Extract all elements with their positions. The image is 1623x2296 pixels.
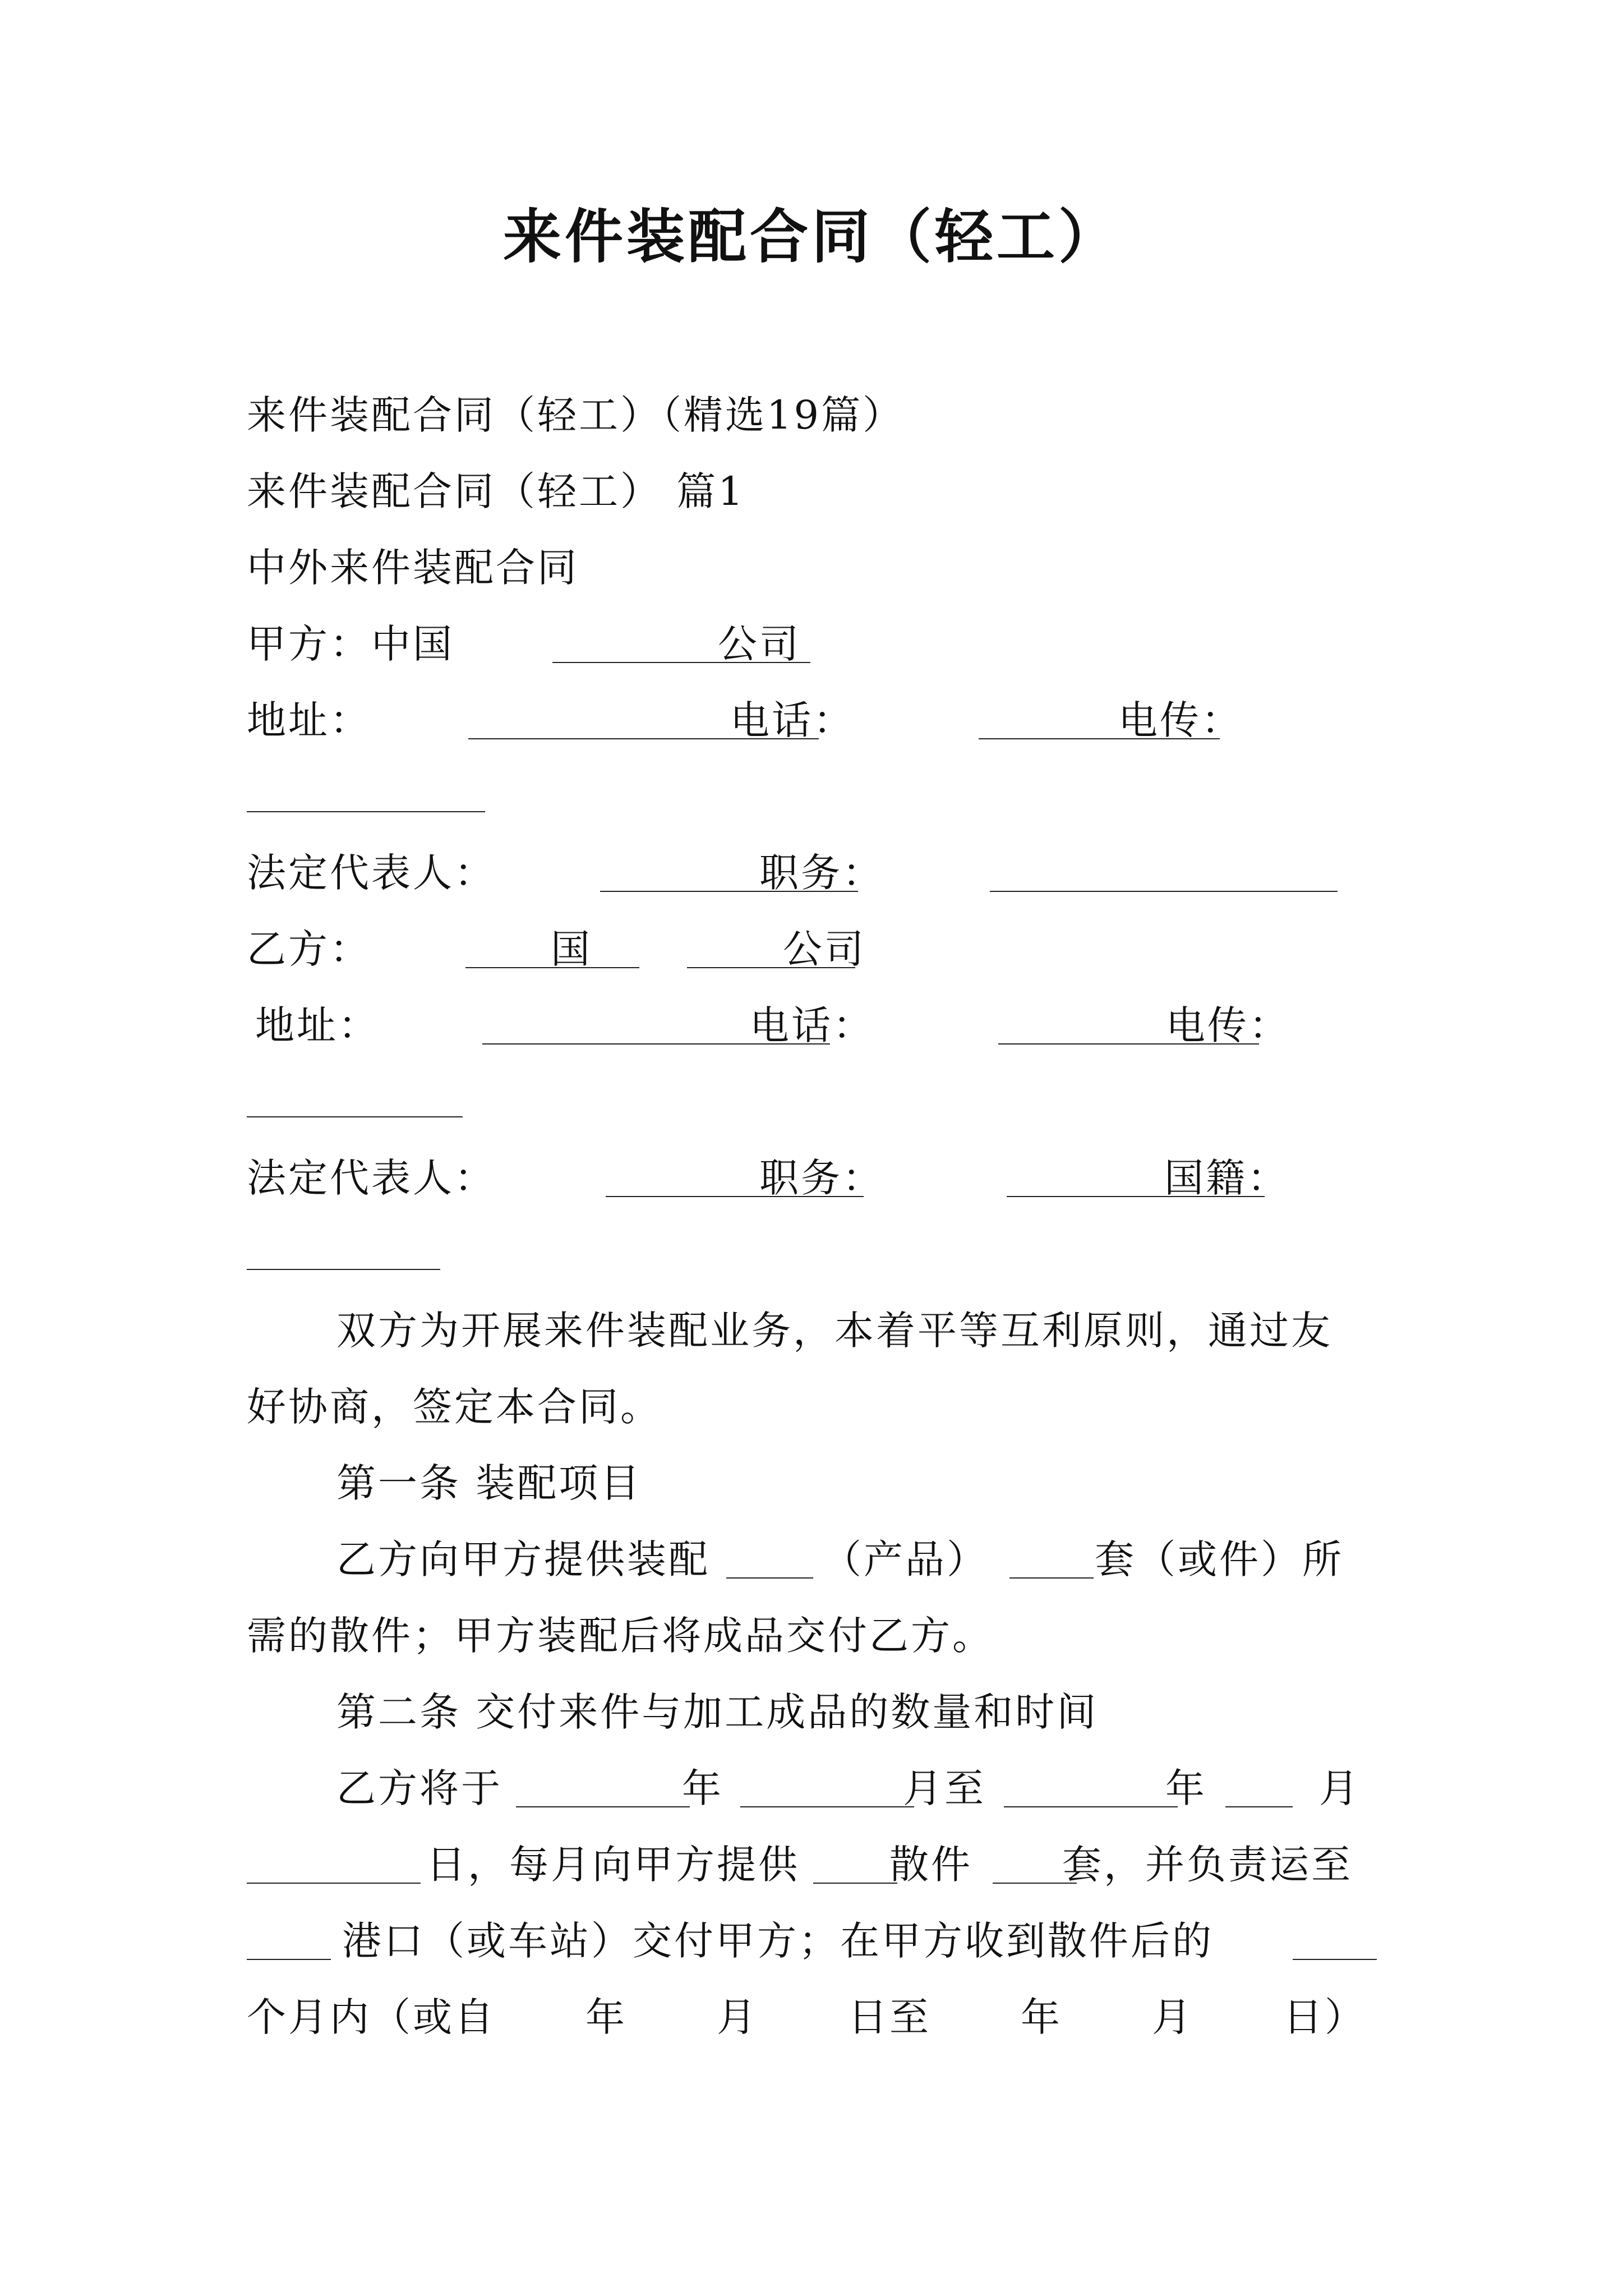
text-segment: 年 — [1165, 1765, 1207, 1811]
text-segment: 乙方将于 — [336, 1765, 502, 1811]
fax-label: 电传： — [1118, 697, 1243, 743]
blank-underline — [247, 811, 485, 812]
article-2-line-4 — [247, 1989, 1366, 2045]
party-b-label: 乙方： — [247, 926, 371, 972]
blank-underline — [468, 738, 819, 739]
address-label: 地址： — [247, 697, 371, 743]
blank-underline — [247, 1116, 463, 1117]
text-segment: 套（或件）所 — [1095, 1536, 1344, 1582]
blank-underline — [990, 891, 1338, 892]
title-label: 职务： — [759, 1155, 884, 1201]
party-b-contact-line — [255, 997, 1290, 1053]
preamble-line-2: 好协商，签定本合同。 — [247, 1384, 662, 1430]
article-2-line-2 — [247, 1837, 1353, 1893]
party-b-rep-line — [247, 1150, 1289, 1206]
party-a-line — [247, 616, 801, 672]
text-segment: 日） — [1283, 1994, 1366, 2040]
text-segment: 个月内（或自 — [247, 1994, 496, 2040]
blank-underline — [552, 662, 810, 663]
blank-underline — [600, 891, 858, 892]
blank-underline — [247, 1959, 331, 1960]
phone-label: 电话： — [730, 697, 855, 743]
article-2-line-3 — [247, 1913, 1214, 1969]
text-segment: 月至 — [903, 1765, 986, 1811]
blank-underline — [482, 1043, 830, 1045]
party-b-suffix: 公司 — [783, 926, 866, 972]
blank-underline — [247, 1269, 440, 1270]
fax-label: 电传： — [1166, 1002, 1290, 1048]
text-segment: 年 — [1021, 1994, 1062, 2040]
blank-underline — [516, 1806, 690, 1807]
blank-underline — [1225, 1806, 1293, 1807]
party-a-contact-line — [247, 692, 1243, 748]
party-a-suffix: 公司 — [718, 621, 801, 667]
text-segment: 港口（或车站）交付甲方；在甲方收到散件后的 — [342, 1918, 1214, 1964]
text-segment: 月 — [1152, 1994, 1193, 2040]
blank-underline — [247, 1883, 421, 1884]
text-segment: 乙方向甲方提供装配 — [336, 1536, 710, 1582]
text-segment: 年 — [682, 1765, 723, 1811]
text-segment: （产品） — [822, 1536, 988, 1582]
blank-underline — [813, 1883, 897, 1884]
text-segment: 月 — [717, 1994, 758, 2040]
country-text: 国 — [551, 926, 592, 972]
party-a-label: 甲方：中国 — [247, 621, 454, 667]
text-segment: 散件 — [889, 1842, 972, 1888]
blank-underline — [998, 1043, 1259, 1045]
party-a-rep-line — [247, 845, 884, 901]
preamble-line-1: 双方为开展来件装配业务，本着平等互利原则，通过友 — [336, 1308, 1332, 1354]
blank-underline — [740, 1806, 914, 1807]
title-label: 职务： — [759, 850, 884, 896]
text-segment: 月 — [1319, 1765, 1361, 1811]
blank-underline — [606, 1196, 864, 1197]
rep-label: 法定代表人： — [247, 1155, 496, 1201]
blank-underline — [1007, 1196, 1265, 1197]
article-1-line-1 — [336, 1531, 1344, 1588]
text-segment: 日，每月向甲方提供 — [426, 1842, 800, 1888]
text-segment: 年 — [585, 1994, 627, 2040]
blank-underline — [726, 1577, 813, 1579]
section-heading: 来件装配合同（轻工） 篇1 — [247, 468, 745, 514]
blank-underline — [465, 967, 639, 968]
article-1-line-2: 需的散件；甲方装配后将成品交付乙方。 — [247, 1613, 994, 1659]
blank-underline — [1004, 1806, 1178, 1807]
blank-underline — [1293, 1959, 1377, 1960]
phone-label: 电话： — [750, 1002, 874, 1048]
nationality-label: 国籍： — [1164, 1155, 1289, 1201]
rep-label: 法定代表人： — [247, 850, 496, 896]
blank-underline — [993, 1883, 1077, 1884]
text-segment: 日至 — [848, 1994, 931, 2040]
article-2-line-1 — [336, 1760, 1361, 1816]
article-2-heading: 第二条 交付来件与加工成品的数量和时间 — [336, 1689, 1099, 1735]
blank-underline — [1009, 1577, 1094, 1579]
blank-underline — [687, 967, 855, 968]
address-label: 地址： — [255, 1002, 380, 1048]
party-b-line — [247, 921, 866, 977]
contract-heading: 中外来件装配合同 — [247, 545, 579, 591]
document-subtitle: 来件装配合同（轻工）（精选19篇） — [247, 392, 905, 438]
article-1-heading: 第一条 装配项目 — [336, 1460, 642, 1506]
blank-underline — [979, 738, 1220, 739]
text-segment: 套，并负责运至 — [1062, 1842, 1353, 1888]
page-title: 来件装配合同（轻工） — [502, 203, 1120, 271]
